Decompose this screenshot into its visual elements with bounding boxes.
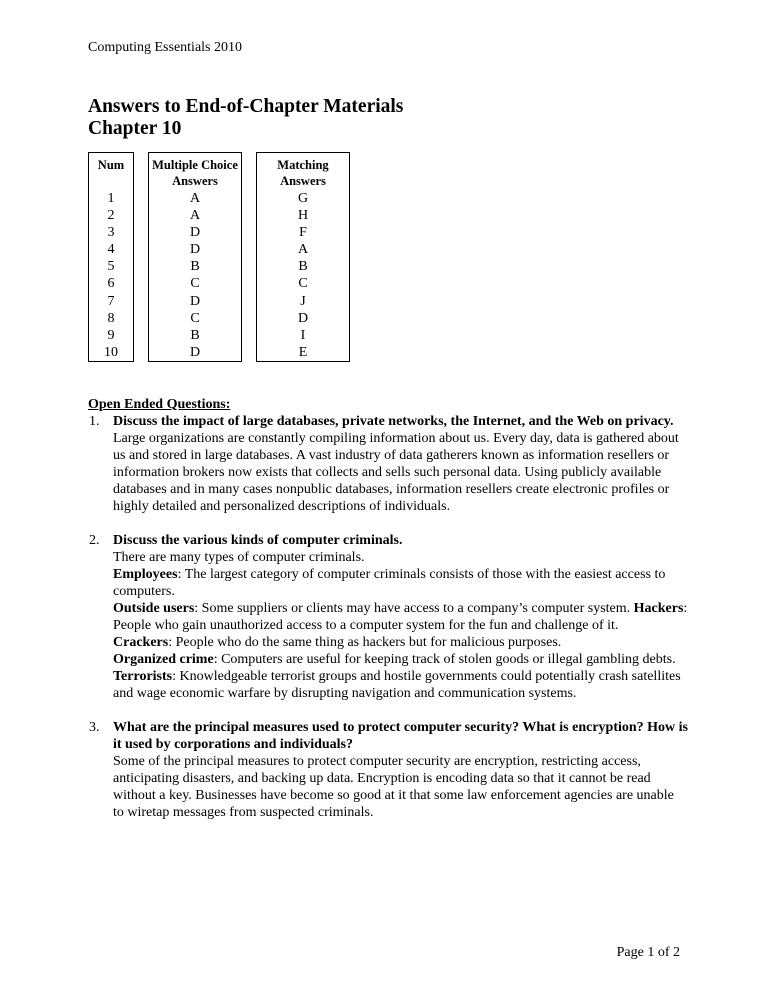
- cell-num: 2: [89, 207, 134, 224]
- table-row: [89, 258, 350, 275]
- cell-multiple-choice: D: [149, 224, 242, 241]
- answer-crackers: [113, 634, 688, 651]
- question-text: What are the principal measures used to protect computer security? What is encryption? How is it used by corporations and individuals?: [113, 720, 689, 752]
- answer-organized-crime: [113, 651, 688, 668]
- cell-multiple-choice: D: [149, 293, 242, 310]
- title-line-1: Answers to End-of-Chapter Materials: [88, 96, 404, 117]
- table-row: [89, 189, 350, 207]
- cell-multiple-choice: B: [149, 258, 242, 275]
- table-row: [89, 241, 350, 258]
- term-text: : Computers are useful for keeping track of stolen goods or illegal gambling debts.: [213, 652, 676, 667]
- cell-num: 6: [89, 275, 134, 292]
- cell-multiple-choice: A: [149, 207, 242, 224]
- cell-matching: I: [257, 327, 350, 344]
- cell-num: 10: [89, 344, 134, 362]
- term-label: Employees: [113, 567, 178, 582]
- cell-num: 8: [89, 310, 134, 327]
- cell-matching: D: [257, 310, 350, 327]
- question-number: 3.: [89, 720, 100, 735]
- table-row: [89, 224, 350, 241]
- answer-terrorists: [113, 668, 688, 702]
- cell-matching: J: [257, 293, 350, 310]
- cell-num: 5: [89, 258, 134, 275]
- header-multiple-choice: Multiple Choice Answers: [149, 153, 242, 190]
- table-row: [89, 327, 350, 344]
- header-matching: Matching Answers: [257, 153, 350, 190]
- running-header: Computing Essentials 2010: [88, 40, 242, 55]
- cell-matching: C: [257, 275, 350, 292]
- cell-num: 3: [89, 224, 134, 241]
- header-num: Num: [89, 153, 134, 190]
- table-row: [89, 344, 350, 362]
- table-row: [89, 207, 350, 224]
- term-text: : Knowledgeable terrorist groups and hostile governments could potentially crash satellites and wage economic warfare by disrupting navigation and communication systems.: [113, 669, 681, 701]
- answer-text: Some of the principal measures to protect computer security are encryption, restricting access, anticipating disasters, and backing up data. Encryption is encoding data so that it cannot be read without a key. Businesses have become so good at it that some law enforcement agencies are unable to wiretap messages from suspected criminals.: [113, 754, 674, 820]
- section-title: Open Ended Questions:: [88, 397, 231, 412]
- page-number: Page 1 of 2: [616, 945, 680, 960]
- table-row: [89, 275, 350, 292]
- term-text: : People who gain unauthorized access to a computer system for the fun and challenge of it.: [113, 601, 688, 633]
- answer-employees: [113, 566, 688, 600]
- question-list: [88, 413, 688, 821]
- cell-num: 7: [89, 293, 134, 310]
- cell-matching: H: [257, 207, 350, 224]
- term-label: Terrorists: [113, 669, 173, 684]
- term-label: Organized crime: [113, 652, 214, 667]
- answer-outside-users: [113, 600, 688, 634]
- question-number: 2.: [89, 533, 100, 548]
- title-line-2: Chapter 10: [88, 118, 182, 139]
- term-text: : People who do the same thing as hackers but for malicious purposes.: [168, 635, 562, 650]
- cell-multiple-choice: B: [149, 327, 242, 344]
- cell-matching: B: [257, 258, 350, 275]
- question-item-2: [89, 532, 688, 702]
- answers-table: [88, 152, 350, 362]
- term-label: Hackers: [633, 601, 684, 616]
- term-label: Crackers: [113, 635, 169, 650]
- cell-matching: G: [257, 189, 350, 207]
- cell-matching: A: [257, 241, 350, 258]
- cell-matching: F: [257, 224, 350, 241]
- term-text: : Some suppliers or clients may have access to a company’s computer system.: [194, 601, 634, 616]
- question-item-1: [89, 413, 688, 515]
- answer-text: Large organizations are constantly compiling information about us. Every day, data is gathered about us and stored in large databases. A vast industry of data gatherers known as information resellers or information brokers now exists that collects and sells such personal data. Using publicly available databases and in many cases nonpublic databases, information resellers create electronic profiles or highly detailed and personalized descriptions of individuals.: [113, 431, 679, 514]
- question-item-3: [89, 719, 688, 821]
- cell-num: 1: [89, 189, 134, 207]
- cell-multiple-choice: D: [149, 344, 242, 362]
- answer-intro: There are many types of computer criminals.: [113, 550, 365, 565]
- cell-num: 4: [89, 241, 134, 258]
- open-ended-section: [88, 396, 688, 821]
- table-row: [89, 293, 350, 310]
- table-header-row: [89, 153, 350, 190]
- cell-multiple-choice: A: [149, 189, 242, 207]
- cell-multiple-choice: D: [149, 241, 242, 258]
- cell-multiple-choice: C: [149, 310, 242, 327]
- question-text: Discuss the impact of large databases, private networks, the Internet, and the Web on privacy.: [113, 414, 674, 429]
- cell-matching: E: [257, 344, 350, 362]
- term-label: Outside users: [113, 601, 195, 616]
- page-title: [88, 96, 403, 140]
- cell-num: 9: [89, 327, 134, 344]
- cell-multiple-choice: C: [149, 275, 242, 292]
- question-number: 1.: [89, 414, 100, 429]
- term-text: : The largest category of computer criminals consists of those with the easiest access to computers.: [113, 567, 666, 599]
- question-text: Discuss the various kinds of computer criminals.: [113, 533, 403, 548]
- table-row: [89, 310, 350, 327]
